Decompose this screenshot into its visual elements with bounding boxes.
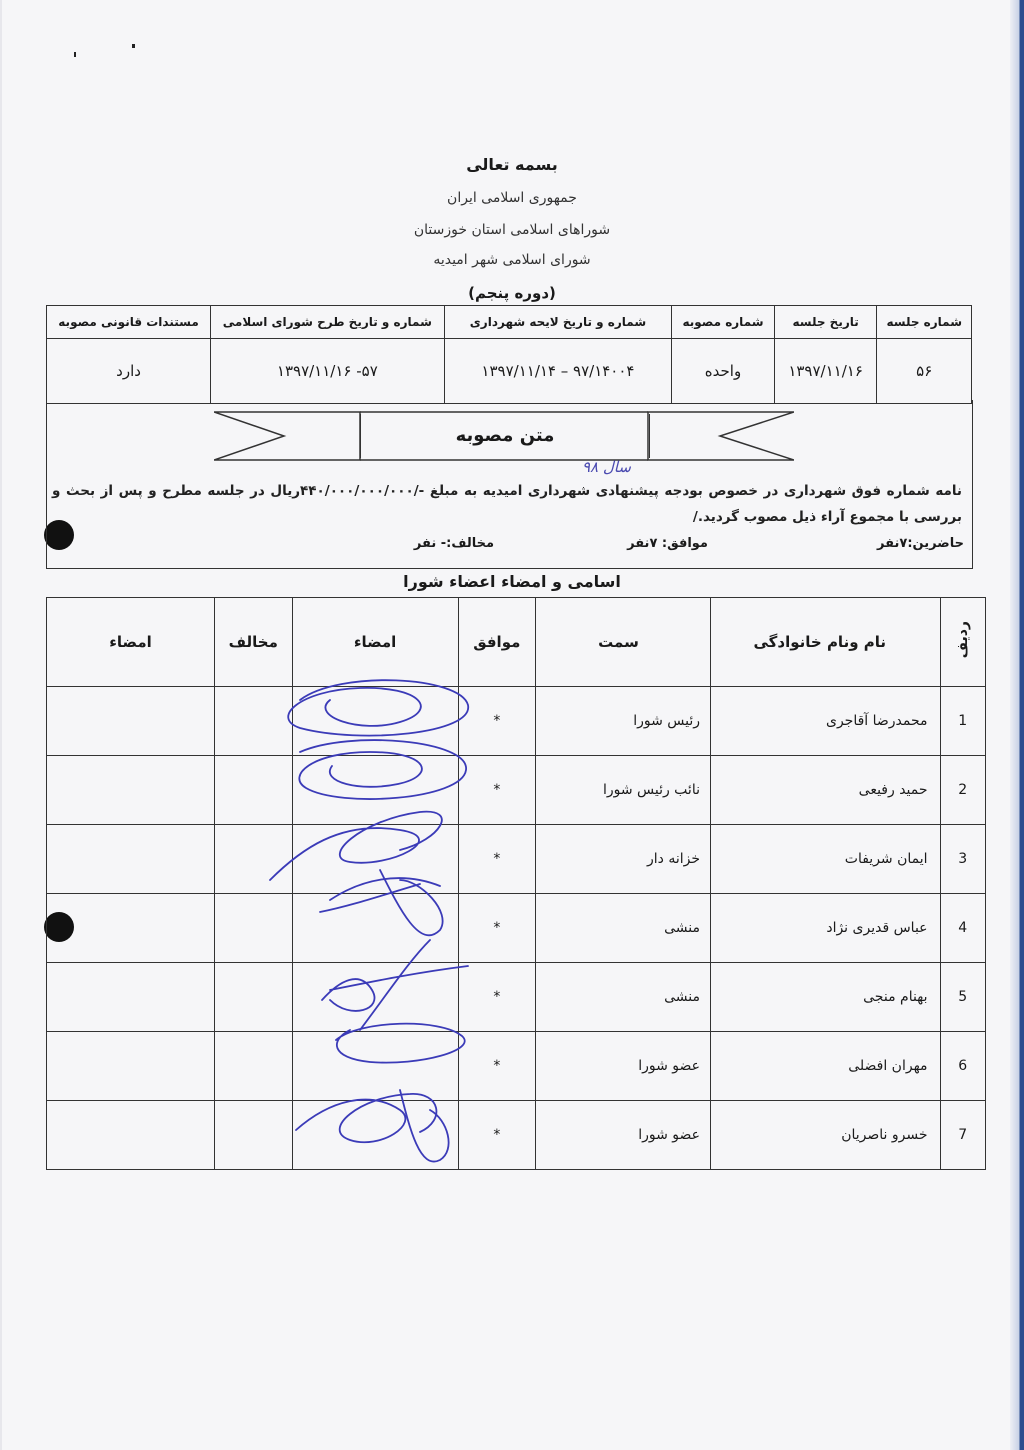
member-name: مهران افضلی [711, 1032, 941, 1101]
member-oppose-cell [215, 825, 293, 894]
member-name: محمدرضا آقاجری [711, 687, 941, 756]
member-index: 5 [940, 963, 985, 1032]
member-agree-mark: * [458, 1032, 535, 1101]
member-index: 1 [940, 687, 985, 756]
member-position: رئیس شورا [536, 687, 711, 756]
meta-value-row [47, 339, 972, 404]
member-name: ایمان شریفات [711, 825, 941, 894]
province-council-heading: شوراهای اسلامی استان خوزستان [413, 222, 611, 238]
city-council-heading: شورای اسلامی شهر امیدیه [433, 252, 591, 268]
member-index: 2 [940, 756, 985, 825]
page-left-edge [0, 0, 2, 1450]
oppose-header: مخالف [215, 598, 293, 687]
plan-no-date-value: ۵۷- ۱۳۹۷/۱۱/۱۶ [211, 339, 445, 404]
member-row [47, 963, 986, 1032]
member-agree-mark: * [458, 963, 535, 1032]
position-header: سمت [536, 598, 711, 687]
member-agree-mark: * [458, 756, 535, 825]
member-signature-cell [292, 756, 458, 825]
member-signature2-cell [47, 756, 215, 825]
member-oppose-cell [215, 963, 293, 1032]
member-position: منشی [536, 963, 711, 1032]
member-row [47, 894, 986, 963]
meta-header-row [47, 306, 972, 339]
member-signature-cell [292, 1032, 458, 1101]
member-index: 4 [940, 894, 985, 963]
member-row [47, 1101, 986, 1170]
oppose-count: مخالف:- نفر [413, 536, 494, 551]
member-position: منشی [536, 894, 711, 963]
member-row [47, 687, 986, 756]
member-signature2-cell [47, 1101, 215, 1170]
member-signature-cell [292, 1101, 458, 1170]
member-agree-mark: * [458, 687, 535, 756]
scan-speck [74, 52, 76, 57]
signature-header: امضاء [292, 598, 458, 687]
bill-no-date-value: ۹۷/۱۴۰۰۴ – ۱۳۹۷/۱۱/۱۴ [444, 339, 672, 404]
member-row [47, 825, 986, 894]
member-index: 3 [940, 825, 985, 894]
member-oppose-cell [215, 1032, 293, 1101]
agree-header: موافق [458, 598, 535, 687]
member-name: عباس قدیری نژاد [711, 894, 941, 963]
member-name: حمید رفیعی [711, 756, 941, 825]
member-position: نائب رئیس شورا [536, 756, 711, 825]
members-header-row [47, 598, 986, 687]
name-header: نام ونام خانوادگی [711, 598, 941, 687]
index-header: ردیف [940, 598, 985, 687]
member-signature2-cell [47, 825, 215, 894]
member-position: عضو شورا [536, 1032, 711, 1101]
member-signature-cell [292, 963, 458, 1032]
member-signature2-cell [47, 894, 215, 963]
legal-docs-header: مستندات قانونی مصوبه [47, 306, 211, 339]
member-signature2-cell [47, 1032, 215, 1101]
handwritten-year-note: سال ۹۸ [582, 458, 631, 476]
member-signature2-cell [47, 963, 215, 1032]
member-agree-mark: * [458, 1101, 535, 1170]
signature2-header: امضاء [47, 598, 215, 687]
session-date-value: ۱۳۹۷/۱۱/۱۶ [774, 339, 877, 404]
bill-no-date-header: شماره و تاریخ لایحه شهرداری [444, 306, 672, 339]
member-position: خزانه دار [536, 825, 711, 894]
member-row [47, 1032, 986, 1101]
resolution-title: متن مصوبه [360, 414, 650, 458]
members-table [46, 597, 986, 1170]
present-count: حاضرین:۷نفر [877, 536, 964, 551]
session-date-header: تاریخ جلسه [774, 306, 877, 339]
resolution-no-value: واحده [672, 339, 774, 404]
legal-docs-value: دارد [47, 339, 211, 404]
member-oppose-cell [215, 756, 293, 825]
session-no-header: شماره جلسه [877, 306, 972, 339]
member-name: بهنام منجی [711, 963, 941, 1032]
member-signature2-cell [47, 687, 215, 756]
agree-count: موافق: ۷نفر [627, 536, 708, 551]
period-heading: (دوره پنجم) [468, 284, 556, 302]
member-name: خسرو ناصریان [711, 1101, 941, 1170]
session-no-value: ۵۶ [877, 339, 972, 404]
member-agree-mark: * [458, 825, 535, 894]
member-index: 6 [940, 1032, 985, 1101]
resolution-no-header: شماره مصوبه [672, 306, 774, 339]
member-index: 7 [940, 1101, 985, 1170]
member-row [47, 756, 986, 825]
members-title: اسامی و امضاء اعضاء شورا [403, 572, 621, 591]
plan-no-date-header: شماره و تاریخ طرح شورای اسلامی [211, 306, 445, 339]
member-oppose-cell [215, 687, 293, 756]
member-oppose-cell [215, 1101, 293, 1170]
bismillah-heading: بسمه تعالی [466, 155, 558, 174]
member-agree-mark: * [458, 894, 535, 963]
member-oppose-cell [215, 894, 293, 963]
resolution-meta-table [46, 305, 972, 404]
page-right-edge [1010, 0, 1024, 1450]
member-signature-cell [292, 687, 458, 756]
member-position: عضو شورا [536, 1101, 711, 1170]
resolution-text: نامه شماره فوق شهرداری در خصوص بودجه پیشنهادی شهرداری امیدیه به مبلغ -/۴۴۰/۰۰۰/۰۰۰/۰۰۰ریال در جلسه مطرح و پس از بحث و بررسی با مجموع آراء ذیل مصوب گردید./ [52, 483, 962, 525]
scan-speck [132, 44, 135, 48]
member-signature-cell [292, 825, 458, 894]
country-heading: جمهوری اسلامی ایران [447, 190, 577, 206]
member-signature-cell [292, 894, 458, 963]
